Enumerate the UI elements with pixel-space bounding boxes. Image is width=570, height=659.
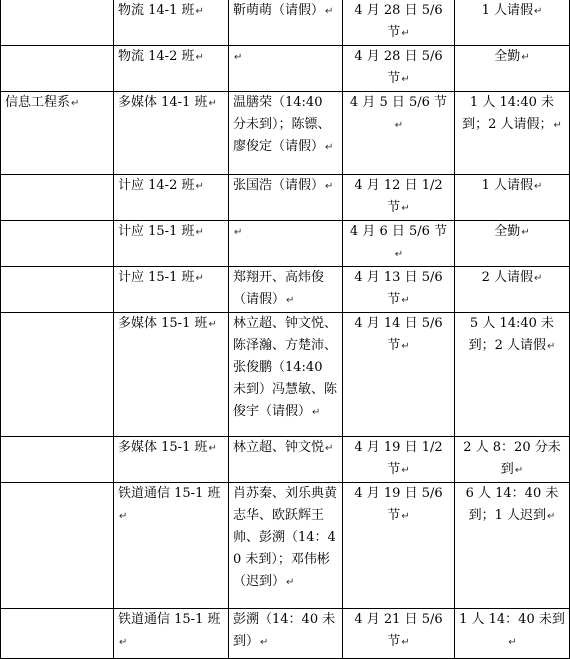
dept-cell [1, 437, 114, 483]
names-cell: ↵ [229, 46, 343, 92]
note-cell: 6 人 14：40 未到；1 人迟到↵ [455, 483, 570, 609]
dept-cell [1, 0, 114, 46]
table-row [1, 313, 570, 437]
dept-cell [1, 483, 114, 609]
dept-cell [1, 221, 114, 267]
class-cell: 多媒体 15-1 班↵ [114, 437, 229, 483]
names-cell: ↵ [229, 221, 343, 267]
names-cell: 林立超、钟文悦↵ [229, 437, 343, 483]
class-cell: 多媒体 14-1 班↵ [114, 92, 229, 175]
dept-cell [1, 313, 114, 437]
dept-cell [1, 609, 114, 659]
date-cell: 4 月 28 日 5/6 节↵ [343, 0, 455, 46]
date-cell: 4 月 19 日 1/2 节↵ [343, 437, 455, 483]
date-cell: 4 月 12 日 1/2 节↵ [343, 175, 455, 221]
class-cell: 物流 14-1 班↵ [114, 0, 229, 46]
table-row [1, 0, 570, 46]
names-cell: 肖苏秦、刘乐典黄志华、欧跃辉王帅、彭溯（14：40 未到）；邓伟彬（迟到）↵ [229, 483, 343, 609]
names-cell: 靳萌萌（请假）↵ [229, 0, 343, 46]
note-cell: 全勤↵ [455, 221, 570, 267]
names-cell: 林立超、钟文悦、陈泽瀚、方楚沛、张俊鹏（14:40 未到）冯慧敏、陈俊宇（请假）↵ [229, 313, 343, 437]
class-cell: 计应 14-2 班↵ [114, 175, 229, 221]
table-row [1, 483, 570, 609]
note-cell: 5 人 14:40 未到；2 人请假↵ [455, 313, 570, 437]
class-cell: 计应 15-1 班↵ [114, 267, 229, 313]
date-cell: 4 月 28 日 5/6 节↵ [343, 46, 455, 92]
dept-cell: 信息工程系↵ [1, 92, 114, 175]
class-cell: 物流 14-2 班↵ [114, 46, 229, 92]
date-cell: 4 月 5 日 5/6 节↵ [343, 92, 455, 175]
date-cell: 4 月 14 日 5/6 节↵ [343, 313, 455, 437]
note-cell: 2 人请假↵ [455, 267, 570, 313]
table-row [1, 609, 570, 659]
note-cell: 1 人 14：40 未到↵ [455, 609, 570, 659]
table-row [1, 437, 570, 483]
names-cell: 温膳荣（14:40 分未到）；陈镖、廖俊定（请假）↵ [229, 92, 343, 175]
date-cell: 4 月 19 日 5/6 节↵ [343, 483, 455, 609]
class-cell: 多媒体 15-1 班↵ [114, 313, 229, 437]
date-cell: 4 月 13 日 5/6 节↵ [343, 267, 455, 313]
note-cell: 1 人请假↵ [455, 175, 570, 221]
note-cell: 2 人 8：20 分未到↵ [455, 437, 570, 483]
table-row [1, 46, 570, 92]
table-row [1, 221, 570, 267]
names-cell: 张国浩（请假）↵ [229, 175, 343, 221]
class-cell: 铁道通信 15-1 班↵ [114, 609, 229, 659]
class-cell: 计应 15-1 班↵ [114, 221, 229, 267]
names-cell: 彭溯（14：40 未到）↵ [229, 609, 343, 659]
dept-cell [1, 175, 114, 221]
table-row [1, 175, 570, 221]
table-row [1, 267, 570, 313]
dept-cell [1, 46, 114, 92]
date-cell: 4 月 6 日 5/6 节↵ [343, 221, 455, 267]
note-cell: 1 人请假↵ [455, 0, 570, 46]
class-cell: 铁道通信 15-1 班↵ [114, 483, 229, 609]
table-row [1, 92, 570, 175]
date-cell: 4 月 21 日 5/6 节↵ [343, 609, 455, 659]
names-cell: 郑翔开、高炜俊（请假）↵ [229, 267, 343, 313]
dept-cell [1, 267, 114, 313]
note-cell: 全勤↵ [455, 46, 570, 92]
note-cell: 1 人 14:40 未到；2 人请假；↵ [455, 92, 570, 175]
